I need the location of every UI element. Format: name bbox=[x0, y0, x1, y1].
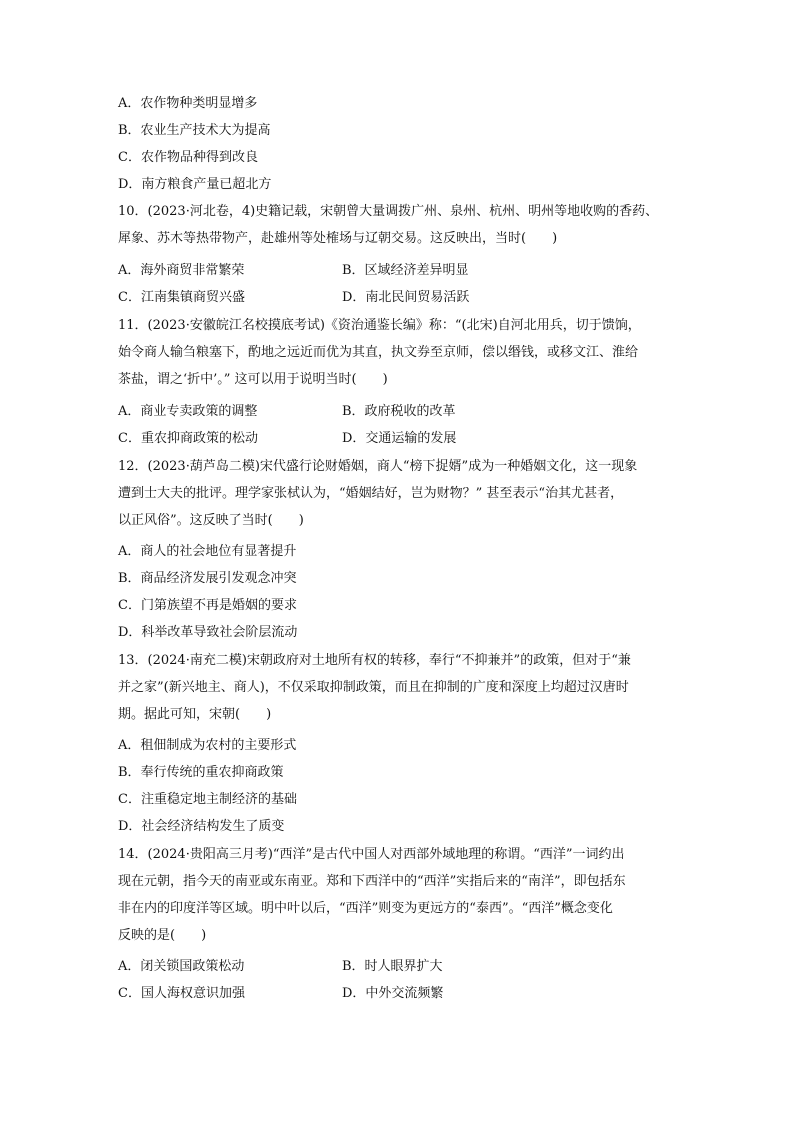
q11-stem bbox=[118, 312, 678, 393]
q11-option-c: C．重农抑商政策的松动 bbox=[118, 431, 258, 446]
q9-option-c: C．农作物品种得到改良 bbox=[118, 150, 258, 165]
q14-line: 14．(2024·贵阳高三月考)“西洋”是古代中国人对西部外域地理的称谓。“西洋”一词约出 bbox=[118, 847, 625, 862]
q14-stem bbox=[118, 841, 678, 949]
q14-line: 现在元朝，指今天的南亚或东南亚。郑和下西洋中的“西洋”实指后来的“南洋”，即包括东 bbox=[118, 874, 626, 889]
q12-option-a: A．商人的社会地位有显著提升 bbox=[118, 544, 297, 559]
q11-line: 11．(2023·安徽皖江名校摸底考试)《资治通鉴长编》称：“(北宋)自河北用兵，切于馈饷， bbox=[118, 318, 641, 333]
q14-line: 反映的是( ) bbox=[118, 928, 207, 943]
q12-line: 遭到士大夫的批评。理学家张栻认为，“婚姻结好，岂为财物？” 甚至表示“治其尤甚者， bbox=[118, 486, 624, 501]
q10-option-d: D．南北民间贸易活跃 bbox=[342, 290, 470, 305]
q9-option-d: D．南方粮食产量已超北方 bbox=[118, 177, 272, 192]
q12-stem bbox=[118, 453, 678, 534]
q11-line: 始令商人输刍粮塞下，酌地之远近而优为其直，执文券至京师，偿以缗钱，或移文江、淮给 bbox=[118, 345, 639, 360]
q14-option-d: D．中外交流频繁 bbox=[342, 986, 444, 1001]
q14-line: 非在内的印度洋等区域。明中叶以后，“西洋”则变为更远方的“泰西”。“西洋”概念变化 bbox=[118, 901, 613, 916]
q9-option-b: B．农业生产技术大为提高 bbox=[118, 123, 271, 138]
q11-options-row2 bbox=[118, 430, 678, 448]
q12-option-b: B．商品经济发展引发观念冲突 bbox=[118, 571, 297, 586]
q14-options-row1 bbox=[118, 958, 678, 976]
q9-option-a: A．农作物种类明显增多 bbox=[118, 96, 258, 111]
q13-option-c: C．注重稳定地主制经济的基础 bbox=[118, 792, 297, 807]
q11-line: 茶盐，谓之‘折中’。” 这可以用于说明当时( ) bbox=[118, 372, 388, 387]
q14-option-c: C．国人海权意识加强 bbox=[118, 986, 245, 1001]
q14-option-b: B．时人眼界扩大 bbox=[342, 959, 443, 974]
q11-option-b: B．政府税收的改革 bbox=[342, 404, 456, 419]
q10-option-c: C．江南集镇商贸兴盛 bbox=[118, 290, 245, 305]
q13-line: 并之家”(新兴地主、商人)，不仅采取抑制政策，而且在抑制的广度和深度上均超过汉唐时 bbox=[118, 680, 629, 695]
q14-option-a: A．闭关锁国政策松动 bbox=[118, 959, 245, 974]
q14-options-row2 bbox=[118, 985, 678, 1003]
q11-option-d: D．交通运输的发展 bbox=[342, 431, 457, 446]
q10-option-a: A．海外商贸非常繁荣 bbox=[118, 263, 245, 278]
q11-option-a: A．商业专卖政策的调整 bbox=[118, 404, 258, 419]
q13-stem bbox=[118, 647, 678, 728]
q10-stem bbox=[118, 198, 678, 252]
q12-option-d: D．科举改革导致社会阶层流动 bbox=[118, 625, 298, 640]
q10-options-row2 bbox=[118, 289, 678, 307]
q10-line: 犀象、苏木等热带物产，赴雄州等处榷场与辽朝交易。这反映出，当时( ) bbox=[118, 231, 558, 246]
q12-option-c: C．门第族望不再是婚姻的要求 bbox=[118, 598, 297, 613]
q10-line: 10．(2023·河北卷，4)史籍记载，宋朝曾大量调拨广州、泉州、杭州、明州等地收购的香药、 bbox=[118, 204, 659, 219]
q11-options-row1 bbox=[118, 403, 678, 421]
q13-line: 期。据此可知，宋朝( ) bbox=[118, 707, 272, 722]
q13-option-b: B．奉行传统的重农抑商政策 bbox=[118, 765, 284, 780]
q12-line: 以正风俗”。这反映了当时( ) bbox=[118, 513, 304, 528]
q13-line: 13．(2024·南充二模)宋朝政府对土地所有权的转移，奉行“不抑兼并”的政策，但对于“兼 bbox=[118, 653, 631, 668]
q12-line: 12．(2023·葫芦岛二模)宋代盛行论财婚姻，商人“榜下捉婿”成为一种婚姻文化，这一现象 bbox=[118, 459, 638, 474]
q10-options-row1 bbox=[118, 262, 678, 280]
q10-option-b: B．区域经济差异明显 bbox=[342, 263, 469, 278]
q13-option-a: A．租佃制成为农村的主要形式 bbox=[118, 738, 297, 753]
q13-option-d: D．社会经济结构发生了质变 bbox=[118, 819, 285, 834]
